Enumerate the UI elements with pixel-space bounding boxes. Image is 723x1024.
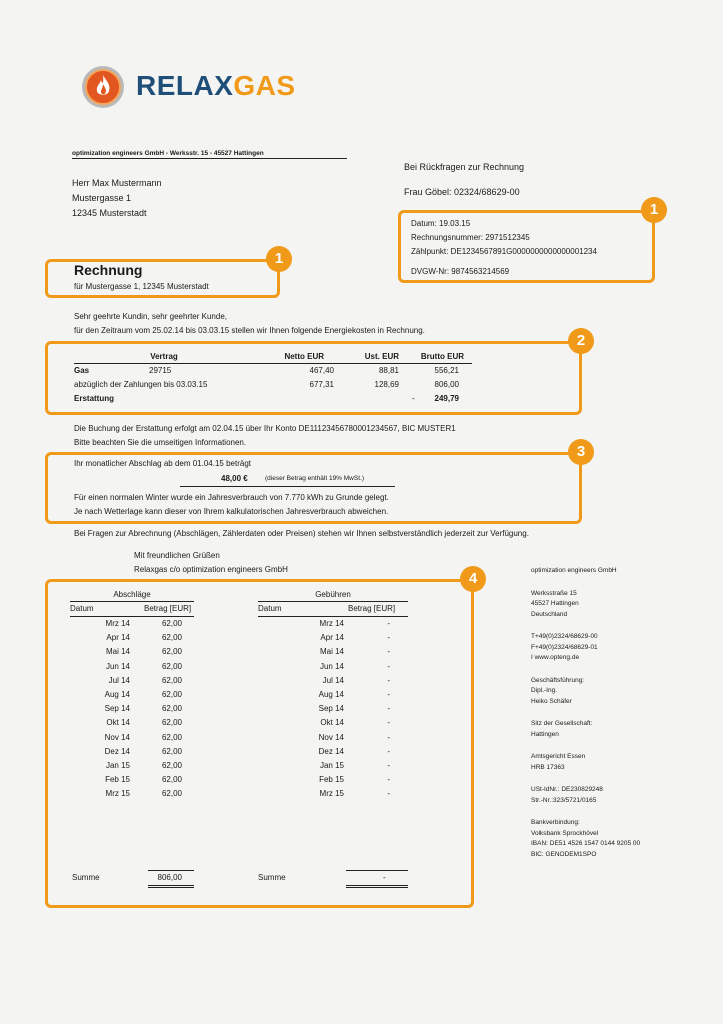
schedule-left-month: Jan 15 bbox=[105, 761, 130, 770]
row-payments-netto: 677,31 bbox=[309, 380, 334, 389]
contact-person: Frau Göbel: 02324/68629-00 bbox=[404, 187, 520, 197]
schedule-left-value: 62,00 bbox=[161, 746, 182, 756]
schedule bbox=[70, 590, 410, 895]
schedule-right-betrag-header: Betrag [EUR] bbox=[348, 604, 396, 613]
invoice-number: Rechnungsnummer: 2971512345 bbox=[411, 233, 530, 242]
schedule-left-sum: 806,00 bbox=[157, 873, 182, 882]
invoice-date: Datum: 19.03.15 bbox=[411, 219, 471, 228]
company-mgmt-label: Geschäftsführung: bbox=[531, 676, 585, 684]
schedule-right-month: Mrz 14 bbox=[319, 619, 344, 628]
schedule-left-value: 62,00 bbox=[161, 661, 182, 671]
header-netto: Netto EUR bbox=[284, 352, 324, 361]
total-brutto: 249,79 bbox=[434, 394, 459, 403]
schedule-left-title: Abschläge bbox=[113, 590, 151, 599]
schedule-right-value: - bbox=[387, 690, 390, 699]
header-vertrag: Vertrag bbox=[150, 352, 178, 361]
greeting bbox=[74, 310, 425, 338]
row-payments-brutto: 806,00 bbox=[434, 380, 459, 389]
company-bank-name: Volksbank Sprockhövel bbox=[531, 829, 599, 837]
schedule-left-value: 62,00 bbox=[161, 647, 182, 657]
salutation: Sehr geehrte Kundin, sehr geehrter Kunde, bbox=[74, 312, 227, 321]
row-gas-vertrag: 29715 bbox=[149, 366, 172, 375]
schedule-left-month: Mrz 15 bbox=[105, 789, 130, 799]
logo-text-gas: GAS bbox=[233, 70, 296, 101]
schedule-left-value: 62,00 bbox=[161, 718, 182, 728]
dvgw-number: DVGW-Nr: 9874563214569 bbox=[411, 267, 510, 276]
row-gas-ust: 88,81 bbox=[378, 366, 399, 375]
schedule-left-month: Apr 14 bbox=[106, 633, 130, 643]
schedule-right-value: - bbox=[387, 775, 390, 785]
schedule-right-value: - bbox=[387, 675, 390, 685]
schedule-right-month: Apr 14 bbox=[320, 633, 344, 643]
schedule-left-month: Dez 14 bbox=[104, 746, 130, 756]
schedule-right-value: - bbox=[387, 661, 390, 671]
notice-line: Bitte beachten Sie die umseitigen Informationen. bbox=[74, 438, 247, 447]
row-gas-netto: 467,40 bbox=[309, 366, 334, 375]
company-street: Werksstraße 15 bbox=[531, 589, 577, 597]
schedule-right-value: - bbox=[387, 633, 390, 643]
schedule-right-month: Aug 14 bbox=[318, 690, 344, 699]
company-bank-label: Bankverbindung: bbox=[531, 819, 580, 826]
schedule-left-value: 62,00 bbox=[161, 619, 182, 628]
schedule-right-month: Mai 14 bbox=[319, 647, 344, 657]
schedule-right-value: - bbox=[387, 619, 390, 628]
invoice-title: Rechnung bbox=[74, 262, 143, 278]
schedule-left-value: 62,00 bbox=[161, 761, 182, 770]
company-court: Amtsgericht Essen bbox=[531, 753, 586, 760]
schedule-left-month: Mai 14 bbox=[105, 647, 130, 657]
schedule-left-month: Nov 14 bbox=[104, 732, 130, 742]
row-payments-ust: 128,69 bbox=[374, 380, 399, 389]
schedule-right-month: Jan 15 bbox=[319, 761, 344, 770]
schedule-right-month: Feb 15 bbox=[319, 775, 344, 785]
row-gas-label: Gas bbox=[74, 366, 90, 375]
schedule-right-month: Okt 14 bbox=[320, 718, 344, 728]
schedule-right-datum-header: Datum bbox=[258, 604, 282, 613]
company-mgmt-title: Dipl.-Ing. bbox=[531, 687, 558, 694]
schedule-right-value: - bbox=[387, 704, 390, 714]
closing bbox=[134, 549, 288, 577]
company-mgmt-name: Heiko Schäfer bbox=[531, 697, 572, 705]
contact-title: Bei Rückfragen zur Rechnung bbox=[404, 162, 525, 172]
schedule-left-month: Aug 14 bbox=[104, 690, 130, 699]
header-ust: Ust. EUR bbox=[364, 352, 399, 361]
total-label: Erstattung bbox=[74, 394, 114, 403]
schedule-left-month: Okt 14 bbox=[106, 718, 130, 728]
schedule-left-value: 62,00 bbox=[161, 775, 182, 785]
meter-point: Zählpunkt: DE1234567891G0000000000000001234 bbox=[411, 247, 597, 256]
questions-text: Bei Fragen zur Abrechnung (Abschlägen, Zählerdaten oder Preisen) stehen wir Ihnen selbstverständlich jederzeit zur Verfügung. bbox=[74, 529, 529, 538]
schedule-left-sum-label: Summe bbox=[72, 873, 100, 882]
flame-logo-icon bbox=[80, 64, 126, 110]
schedule-left-value: 62,00 bbox=[161, 789, 182, 799]
installment-line3: Je nach Wetterlage kann dieser von Ihrem kalkulatorischen Jahresverbrauch abweichen. bbox=[74, 507, 389, 516]
row-payments-label: abzüglich der Zahlungen bis 03.03.15 bbox=[74, 380, 208, 389]
schedule-left-value: 62,00 bbox=[161, 690, 182, 699]
total-ust: - bbox=[412, 394, 415, 403]
badge-3: 3 bbox=[568, 439, 594, 465]
schedule-right-value: - bbox=[387, 647, 390, 657]
row-gas-brutto: 556,21 bbox=[434, 366, 459, 375]
company-seat: Hattingen bbox=[531, 730, 559, 738]
sender-line: optimization engineers GmbH - Werksstr. 15 - 45527 Hattingen bbox=[72, 150, 264, 157]
company-fax: F+49(0)2324/68629-01 bbox=[531, 643, 598, 651]
company-taxno: Str.-Nr.:323/5721/0165 bbox=[531, 796, 597, 804]
cost-table bbox=[74, 352, 474, 408]
installment-amount: 48,00 € bbox=[221, 474, 248, 483]
schedule-right-month: Jul 14 bbox=[322, 675, 344, 685]
company-bic: BIC: GENODEM1SPO bbox=[531, 850, 597, 858]
schedule-right-month: Dez 14 bbox=[318, 746, 344, 756]
schedule-right-month: Nov 14 bbox=[318, 732, 344, 742]
schedule-right-month: Mrz 15 bbox=[319, 789, 344, 799]
schedule-right-value: - bbox=[387, 732, 390, 742]
schedule-left-month: Mrz 14 bbox=[105, 619, 130, 628]
badge-1-info: 1 bbox=[641, 197, 667, 223]
schedule-left-month: Feb 15 bbox=[105, 775, 130, 785]
schedule-left-value: 62,00 bbox=[161, 732, 182, 742]
schedule-left-value: 62,00 bbox=[161, 633, 182, 643]
schedule-right-sum-label: Summe bbox=[258, 873, 286, 882]
company-iban: IBAN: DE51 4526 1547 0144 9205 00 bbox=[531, 840, 641, 847]
badge-4: 4 bbox=[460, 566, 486, 592]
schedule-right-sum: - bbox=[383, 873, 386, 882]
info-box-content bbox=[411, 217, 597, 279]
schedule-right-month: Jun 14 bbox=[319, 661, 344, 671]
closing-company: Relaxgas c/o optimization engineers GmbH bbox=[134, 565, 288, 574]
recipient-address bbox=[72, 176, 162, 221]
badge-1-title: 1 bbox=[266, 246, 292, 272]
company-city: 45527 Hattingen bbox=[531, 600, 579, 607]
schedule-left-month: Jun 14 bbox=[105, 661, 130, 671]
installment-line2: Für einen normalen Winter wurde ein Jahresverbrauch von 7.770 kWh zu Grunde gelegt. bbox=[74, 493, 389, 502]
header-brutto: Brutto EUR bbox=[420, 352, 464, 361]
company-hrb: HRB 17363 bbox=[531, 763, 565, 771]
installment-line1: Ihr monatlicher Abschlag ab dem 01.04.15 beträgt bbox=[74, 459, 251, 468]
installment-note: (dieser Betrag enthält 19% MwSt.) bbox=[265, 475, 364, 482]
schedule-left-value: 62,00 bbox=[161, 675, 182, 685]
company-vat: USt-IdNr.: DE230829248 bbox=[531, 786, 603, 793]
company-info bbox=[531, 566, 640, 860]
schedule-left-value: 62,00 bbox=[161, 704, 182, 714]
badge-2: 2 bbox=[568, 328, 594, 354]
company-country: Deutschland bbox=[531, 610, 568, 618]
schedule-right-month: Sep 14 bbox=[318, 704, 344, 714]
company-name: optimization engineers GmbH bbox=[531, 567, 617, 574]
schedule-right-value: - bbox=[387, 789, 390, 799]
schedule-right-value: - bbox=[387, 761, 390, 770]
closing-greeting: Mit freundlichen Grüßen bbox=[134, 551, 220, 560]
logo-text-relax: RELAX bbox=[136, 70, 234, 101]
recipient-name: Herr Max Mustermann bbox=[72, 178, 162, 188]
invoice-subtitle: für Mustergasse 1, 12345 Musterstadt bbox=[74, 282, 209, 291]
schedule-right-value: - bbox=[387, 746, 390, 756]
company-web: I www.opteng.de bbox=[531, 654, 580, 661]
booking-text bbox=[74, 422, 456, 450]
schedule-right-title: Gebühren bbox=[315, 590, 351, 599]
recipient-street: Mustergasse 1 bbox=[72, 193, 132, 203]
schedule-left-month: Jul 14 bbox=[108, 675, 130, 685]
schedule-right-value: - bbox=[387, 718, 390, 728]
recipient-city: 12345 Musterstadt bbox=[72, 208, 147, 218]
schedule-left-datum-header: Datum bbox=[70, 604, 94, 613]
company-seat-label: Sitz der Gesellschaft: bbox=[531, 720, 593, 727]
period-text: für den Zeitraum vom 25.02.14 bis 03.03.15 stellen wir Ihnen folgende Energiekosten in Rechnung. bbox=[74, 326, 425, 335]
schedule-left-betrag-header: Betrag [EUR] bbox=[144, 604, 192, 613]
schedule-left-month: Sep 14 bbox=[104, 704, 130, 714]
company-phone: T+49(0)2324/68629-00 bbox=[531, 633, 598, 640]
booking-line: Die Buchung der Erstattung erfolgt am 02.04.15 über Ihr Konto DE11123456780001234567, BIC MUSTER1 bbox=[74, 424, 456, 433]
